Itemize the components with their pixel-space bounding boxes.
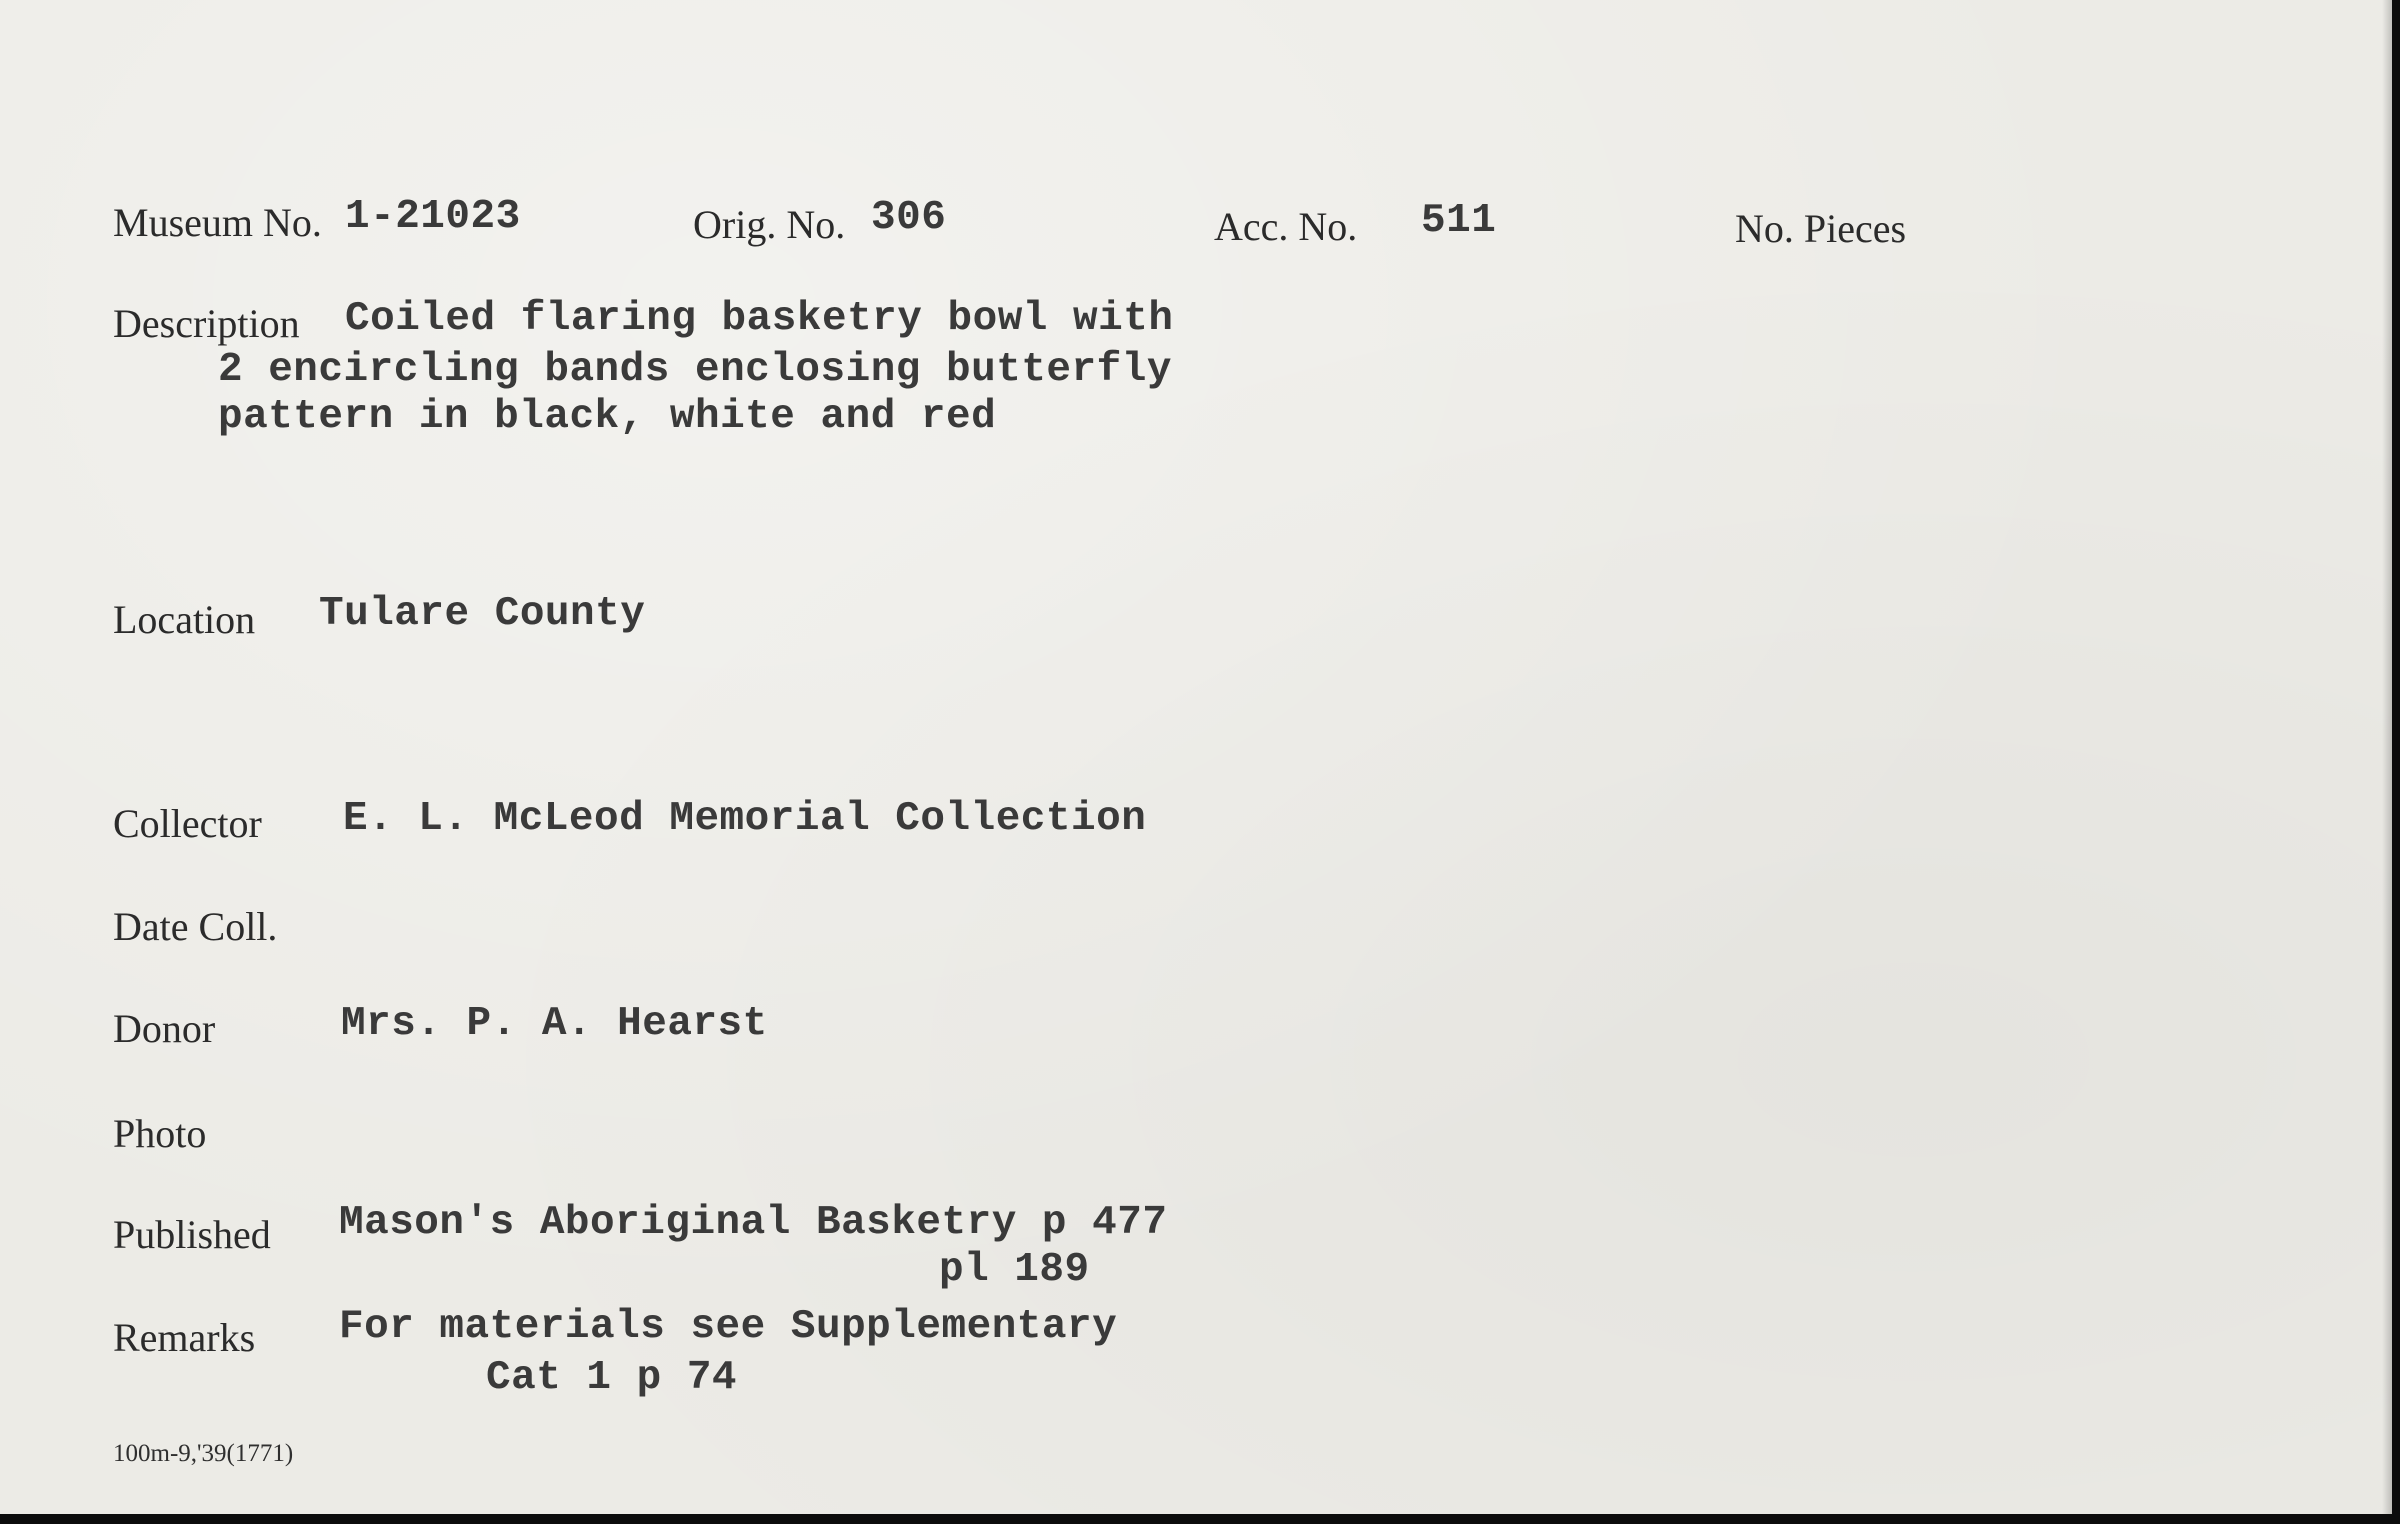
location-value: Tulare County (319, 591, 646, 637)
acc-no-value: 511 (1421, 198, 1497, 244)
description-line: pattern in black, white and red (218, 394, 997, 440)
donor-label: Donor (113, 1006, 216, 1051)
published-line: pl 189 (939, 1247, 1090, 1293)
description-line: 2 encircling bands enclosing butterfly (218, 347, 1172, 393)
photo-label: Photo (113, 1111, 207, 1156)
remarks-line: Cat 1 p 74 (486, 1355, 738, 1401)
no-pieces-label: No. Pieces (1735, 206, 1907, 251)
remarks-line: For materials see Supplementary (339, 1304, 1118, 1350)
donor-value: Mrs. P. A. Hearst (341, 1001, 768, 1047)
orig-no-value: 306 (871, 195, 947, 241)
published-line: Mason's Aboriginal Basketry p 477 (339, 1200, 1168, 1246)
collector-value: E. L. McLeod Memorial Collection (343, 796, 1147, 842)
collector-label: Collector (113, 801, 262, 846)
acc-no-label: Acc. No. (1214, 204, 1358, 249)
card-edge-shadow (2382, 0, 2392, 1514)
museum-no-label: Museum No. (113, 200, 322, 245)
orig-no-label: Orig. No. (693, 202, 846, 247)
published-label: Published (113, 1212, 271, 1257)
date-coll-label: Date Coll. (113, 904, 278, 949)
museum-no-value: 1-21023 (345, 194, 521, 240)
print-code: 100m-9,'39(1771) (113, 1440, 294, 1467)
location-label: Location (113, 597, 256, 642)
remarks-label: Remarks (113, 1315, 256, 1360)
description-label: Description (113, 301, 300, 346)
description-line: Coiled flaring basketry bowl with (345, 296, 1174, 342)
